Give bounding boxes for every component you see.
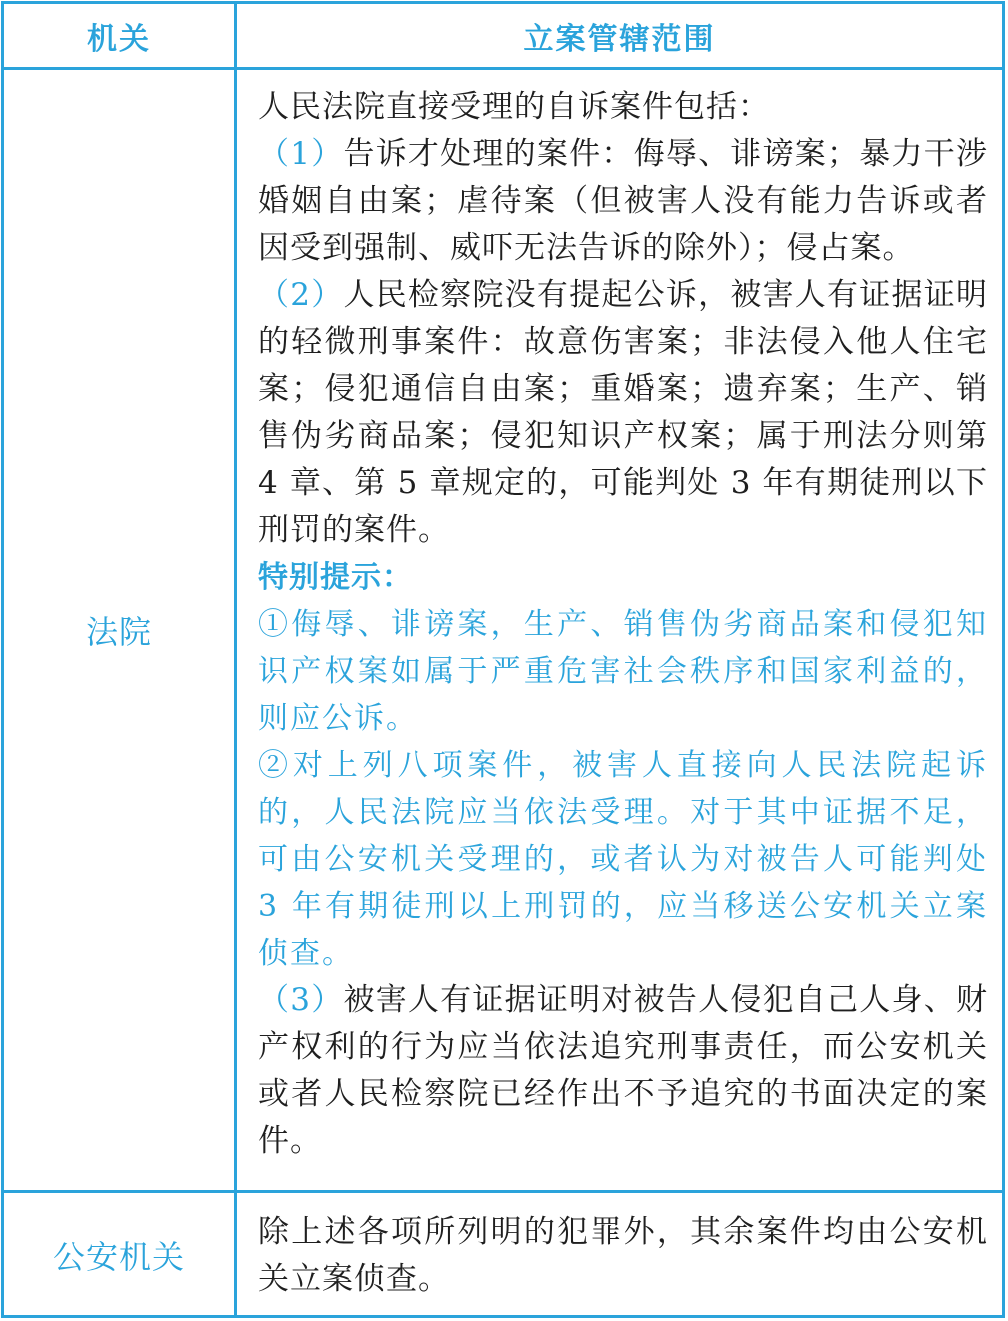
item-3-text: 被害人有证据证明对被告人侵犯自己人身、财产权利的行为应当依法追究刑事责任，而公安机关或者人民检察院已经作出不予追究的书面决定的案件。 <box>258 982 988 1159</box>
item-1-text: 告诉才处理的案件：侮辱、诽谤案；暴力干涉婚姻自由案；虐待案（但被害人没有能力告诉或者因受到强制、威吓无法告诉的除外）；侵占案。 <box>258 136 988 266</box>
special-tip-title: 特别提示： <box>258 560 413 595</box>
item-2-text: 人民检察院没有提起公诉，被害人有证据证明的轻微刑事案件：故意伤害案；非法侵入他人住宅案；侵犯通信自由案；重婚案；遗弃案；生产、销售伪劣商品案；侵犯知识产权案；属于刑法分则第 4 章、第 5 章规定的，可能判处 3 年有期徒刑以下刑罚的案件。 <box>258 277 988 548</box>
item-3-number: （3） <box>258 982 344 1018</box>
jurisdiction-table <box>1 1 1005 1318</box>
court-item-1 <box>258 131 988 272</box>
special-tip-2: ②对上列八项案件，被害人直接向人民法院起诉的，人民法院应当依法受理。对于其中证据不足，可由公安机关受理的，或者认为对被告人可能判处 3 年有期徒刑以上刑罚的，应当移送公安机关立案侦查。 <box>258 748 988 971</box>
table-header-row <box>4 4 1002 70</box>
court-intro: 人民法院直接受理的自诉案件包括： <box>258 89 770 125</box>
court-item-3 <box>258 977 988 1165</box>
item-2-number: （2） <box>258 277 344 313</box>
court-scope-content <box>258 84 988 1165</box>
organ-police: 公安机关 <box>52 1238 185 1276</box>
police-scope-text: 除上述各项所列明的犯罪外，其余案件均由公安机关立案侦查。 <box>258 1214 988 1297</box>
organ-court: 法院 <box>85 613 152 651</box>
court-item-2 <box>258 272 988 554</box>
column-divider <box>234 4 237 1315</box>
item-1-number: （1） <box>258 136 344 172</box>
header-scope: 立案管辖范围 <box>523 21 716 57</box>
police-scope-content <box>258 1209 988 1303</box>
header-organ: 机关 <box>87 21 151 57</box>
special-tip-1: ①侮辱、诽谤案，生产、销售伪劣商品案和侵犯知识产权案如属于严重危害社会秩序和国家利益的，则应公诉。 <box>258 607 988 736</box>
